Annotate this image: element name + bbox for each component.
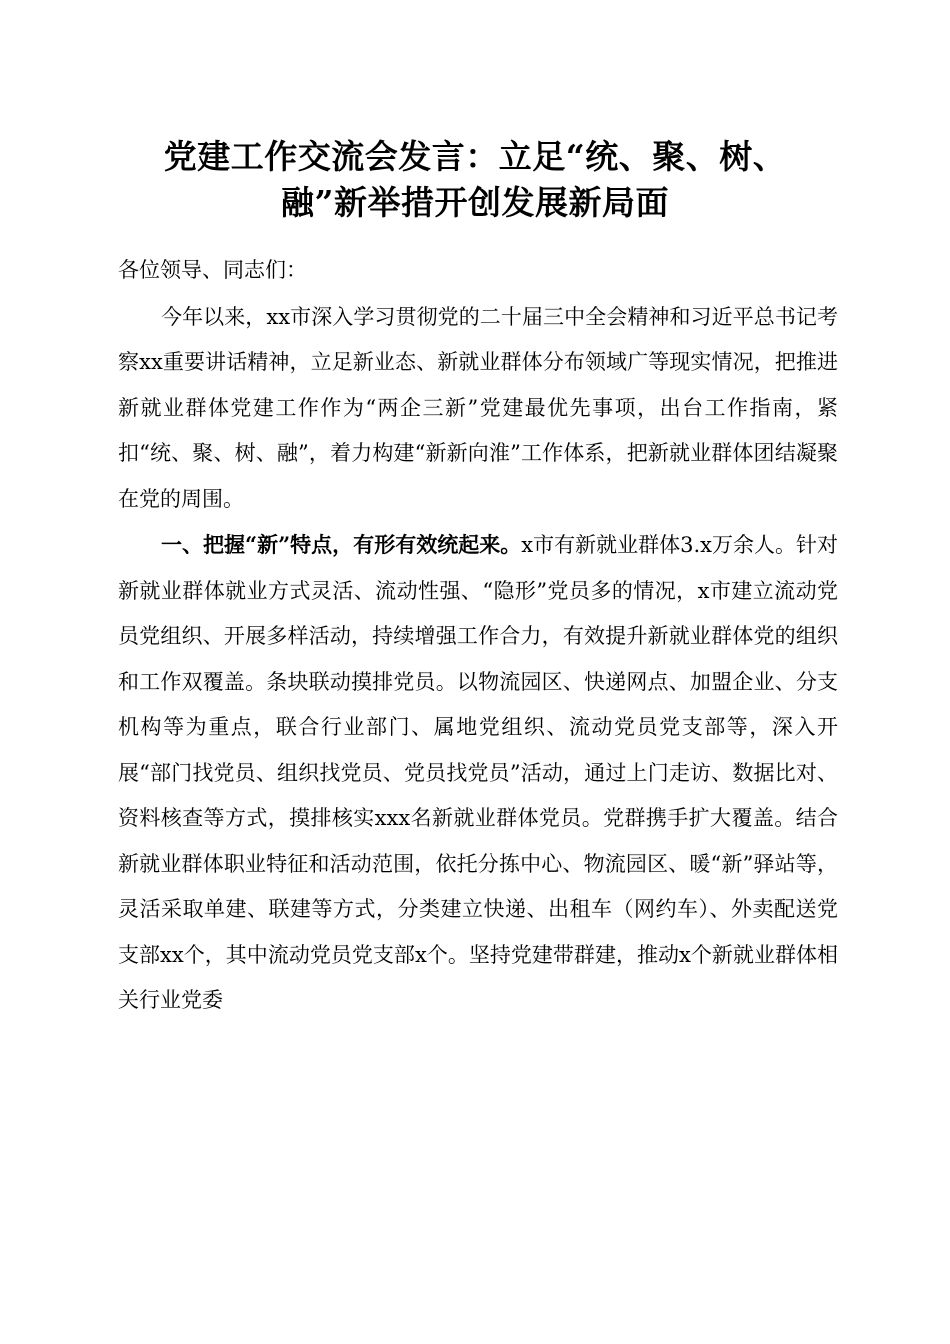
document-title [60, 134, 890, 226]
section-1-heading: 一、把握“新”特点，有形有效统起来。 [161, 532, 522, 557]
section-1-body: x市有新就业群体3.x万余人。针对新就业群体就业方式灵活、流动性强、“隐形”党员多的情况，x市建立流动党员党组织、开展多样活动，持续增强工作合力，有效提升新就业群体党的组织和工作双覆盖。条块联动摸排党员。以物流园区、快递网点、加盟企业、分支机构等为重点，联合行业部门、属地党组织、流动党员党支部等，深入开展“部门找党员、组织找党员、党员找党员”活动，通过上门走访、数据比对、资料核查等方式，摸排核实xxx名新就业群体党员。党群携手扩大覆盖。结合新就业群体职业特征和活动范围，依托分拣中心、物流园区、暖“新”驿站等，灵活采取单建、联建等方式，分类建立快递、出租车（网约车）、外卖配送党支部xx个，其中流动党员党支部x个。坚持党建带群建，推动x个新就业群体相关行业党委 [118, 533, 838, 1012]
title-line-2: 融”新举措开创发展新局面 [281, 183, 669, 222]
document-body [118, 248, 838, 1024]
intro-paragraph: 今年以来，xx市深入学习贯彻党的二十届三中全会精神和习近平总书记考察xx重要讲话精神，立足新业态、新就业群体分布领域广等现实情况，把推进新就业群体党建工作作为“两企三新”党建最优先事项，出台工作指南，紧扣“统、聚、树、融”，着力构建“新新向淮”工作体系，把新就业群体团结凝聚在党的周围。 [118, 304, 838, 511]
section-1-paragraph [118, 522, 838, 1024]
salutation: 各位领导、同志们： [118, 258, 307, 282]
title-line-1: 党建工作交流会发言：立足“统、聚、树、 [163, 137, 787, 176]
